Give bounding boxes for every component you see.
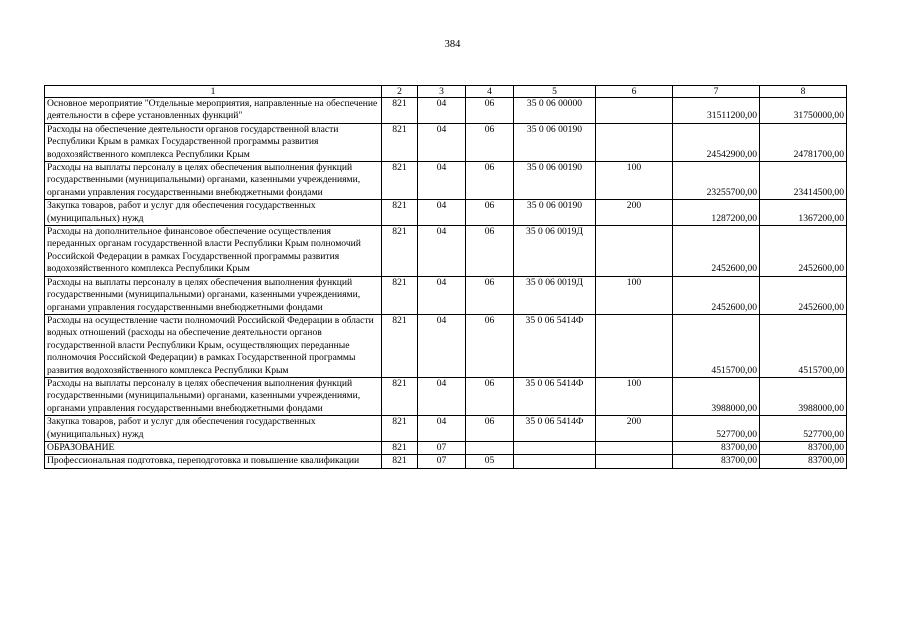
cell-expense-type bbox=[596, 123, 673, 161]
cell-section: 04 bbox=[418, 200, 466, 226]
row-name: Основное мероприятие "Отдельные мероприятия, направленные на обеспечение деятельности в сфере установленных функций" bbox=[45, 98, 382, 124]
cell-ministry: 821 bbox=[382, 455, 418, 468]
cell-subsection: 06 bbox=[466, 416, 514, 442]
column-header: 8 bbox=[760, 86, 847, 98]
column-header: 7 bbox=[673, 86, 760, 98]
cell-section: 04 bbox=[418, 314, 466, 377]
cell-amount-col7: 83700,00 bbox=[673, 441, 760, 454]
row-name: Закупка товаров, работ и услуг для обеспечения государственных (муниципальных) нужд bbox=[45, 416, 382, 442]
cell-expense-type bbox=[596, 441, 673, 454]
cell-ministry: 821 bbox=[382, 276, 418, 314]
cell-target-article: 35 0 06 00190 bbox=[514, 200, 596, 226]
cell-amount-col8: 23414500,00 bbox=[760, 162, 847, 200]
cell-amount-col7: 2452600,00 bbox=[673, 276, 760, 314]
cell-amount-col8: 31750000,00 bbox=[760, 98, 847, 124]
cell-amount-col7: 23255700,00 bbox=[673, 162, 760, 200]
cell-amount-col8: 2452600,00 bbox=[760, 276, 847, 314]
cell-target-article: 35 0 06 5414Ф bbox=[514, 377, 596, 415]
row-name: ОБРАЗОВАНИЕ bbox=[45, 441, 382, 454]
row-name: Профессиональная подготовка, переподготовка и повышение квалификации bbox=[45, 455, 382, 468]
cell-subsection: 06 bbox=[466, 314, 514, 377]
cell-ministry: 821 bbox=[382, 226, 418, 277]
cell-amount-col7: 1287200,00 bbox=[673, 200, 760, 226]
row-name: Закупка товаров, работ и услуг для обеспечения государственных (муниципальных) нужд bbox=[45, 200, 382, 226]
column-header: 4 bbox=[466, 86, 514, 98]
cell-subsection: 05 bbox=[466, 455, 514, 468]
cell-expense-type bbox=[596, 98, 673, 124]
table-row bbox=[45, 162, 847, 200]
cell-section: 04 bbox=[418, 377, 466, 415]
row-name: Расходы на осуществление части полномочий Российской Федерации в области водных отношений (расходы на обеспечение деятельности органов государственной власти Республики Крым, осуществляющих переданные полномочия Российской Федерации) в рамках Государственной программы развития водохозяйственного комплекса Республики Крым bbox=[45, 314, 382, 377]
cell-amount-col8: 83700,00 bbox=[760, 455, 847, 468]
row-name: Расходы на обеспечение деятельности органов государственной власти Республики Крым в рамках Государственной программы развития водохозяйственного комплекса Республики Крым bbox=[45, 123, 382, 161]
cell-section: 04 bbox=[418, 276, 466, 314]
cell-amount-col7: 4515700,00 bbox=[673, 314, 760, 377]
column-header: 3 bbox=[418, 86, 466, 98]
cell-target-article: 35 0 06 00190 bbox=[514, 162, 596, 200]
table-row bbox=[45, 98, 847, 124]
cell-amount-col7: 2452600,00 bbox=[673, 226, 760, 277]
cell-section: 04 bbox=[418, 226, 466, 277]
cell-target-article: 35 0 06 5414Ф bbox=[514, 416, 596, 442]
column-header: 2 bbox=[382, 86, 418, 98]
cell-expense-type: 100 bbox=[596, 276, 673, 314]
cell-amount-col7: 24542900,00 bbox=[673, 123, 760, 161]
cell-expense-type: 100 bbox=[596, 377, 673, 415]
column-header: 5 bbox=[514, 86, 596, 98]
cell-ministry: 821 bbox=[382, 200, 418, 226]
cell-section: 04 bbox=[418, 123, 466, 161]
table-row bbox=[45, 455, 847, 468]
cell-ministry: 821 bbox=[382, 377, 418, 415]
cell-subsection bbox=[466, 441, 514, 454]
cell-ministry: 821 bbox=[382, 416, 418, 442]
row-name: Расходы на выплаты персоналу в целях обеспечения выполнения функций государственными (муниципальными) органами, казенными учреждениями, органами управления государственными внебюджетными фондами bbox=[45, 377, 382, 415]
cell-target-article: 35 0 06 0019Д bbox=[514, 226, 596, 277]
cell-amount-col7: 31511200,00 bbox=[673, 98, 760, 124]
cell-ministry: 821 bbox=[382, 98, 418, 124]
table-row bbox=[45, 226, 847, 277]
page-number: 384 bbox=[444, 39, 461, 50]
cell-target-article: 35 0 06 0019Д bbox=[514, 276, 596, 314]
cell-target-article bbox=[514, 441, 596, 454]
cell-section: 04 bbox=[418, 162, 466, 200]
cell-amount-col8: 3988000,00 bbox=[760, 377, 847, 415]
cell-amount-col7: 527700,00 bbox=[673, 416, 760, 442]
cell-expense-type: 100 bbox=[596, 162, 673, 200]
cell-amount-col8: 527700,00 bbox=[760, 416, 847, 442]
cell-ministry: 821 bbox=[382, 123, 418, 161]
table-row bbox=[45, 441, 847, 454]
cell-subsection: 06 bbox=[466, 226, 514, 277]
cell-expense-type bbox=[596, 314, 673, 377]
cell-expense-type: 200 bbox=[596, 416, 673, 442]
cell-target-article: 35 0 06 00000 bbox=[514, 98, 596, 124]
cell-expense-type: 200 bbox=[596, 200, 673, 226]
column-header: 6 bbox=[596, 86, 673, 98]
budget-table bbox=[44, 85, 847, 469]
cell-expense-type bbox=[596, 455, 673, 468]
cell-amount-col8: 83700,00 bbox=[760, 441, 847, 454]
column-header: 1 bbox=[45, 86, 382, 98]
cell-section: 07 bbox=[418, 441, 466, 454]
table-row bbox=[45, 276, 847, 314]
cell-amount-col7: 83700,00 bbox=[673, 455, 760, 468]
cell-subsection: 06 bbox=[466, 276, 514, 314]
cell-target-article: 35 0 06 00190 bbox=[514, 123, 596, 161]
cell-amount-col8: 24781700,00 bbox=[760, 123, 847, 161]
cell-subsection: 06 bbox=[466, 162, 514, 200]
cell-ministry: 821 bbox=[382, 162, 418, 200]
cell-amount-col8: 1367200,00 bbox=[760, 200, 847, 226]
cell-target-article bbox=[514, 455, 596, 468]
cell-amount-col8: 2452600,00 bbox=[760, 226, 847, 277]
cell-amount-col7: 3988000,00 bbox=[673, 377, 760, 415]
cell-expense-type bbox=[596, 226, 673, 277]
cell-subsection: 06 bbox=[466, 123, 514, 161]
cell-subsection: 06 bbox=[466, 377, 514, 415]
cell-section: 07 bbox=[418, 455, 466, 468]
cell-subsection: 06 bbox=[466, 98, 514, 124]
table-row bbox=[45, 377, 847, 415]
row-name: Расходы на выплаты персоналу в целях обеспечения выполнения функций государственными (муниципальными) органами, казенными учреждениями, органами управления государственными внебюджетными фондами bbox=[45, 276, 382, 314]
header-row bbox=[45, 86, 847, 98]
row-name: Расходы на выплаты персоналу в целях обеспечения выполнения функций государственными (муниципальными) органами, казенными учреждениями, органами управления государственными внебюджетными фондами bbox=[45, 162, 382, 200]
row-name: Расходы на дополнительное финансовое обеспечение осуществления переданных органам государственной власти Республики Крым полномочий Российской Федерации в рамках Государственной программы развития водохозяйственного комплекса Республики Крым bbox=[45, 226, 382, 277]
cell-subsection: 06 bbox=[466, 200, 514, 226]
cell-target-article: 35 0 06 5414Ф bbox=[514, 314, 596, 377]
cell-ministry: 821 bbox=[382, 314, 418, 377]
cell-ministry: 821 bbox=[382, 441, 418, 454]
table-row bbox=[45, 200, 847, 226]
cell-section: 04 bbox=[418, 98, 466, 124]
cell-section: 04 bbox=[418, 416, 466, 442]
table-row bbox=[45, 416, 847, 442]
table-row bbox=[45, 123, 847, 161]
table-row bbox=[45, 314, 847, 377]
cell-amount-col8: 4515700,00 bbox=[760, 314, 847, 377]
